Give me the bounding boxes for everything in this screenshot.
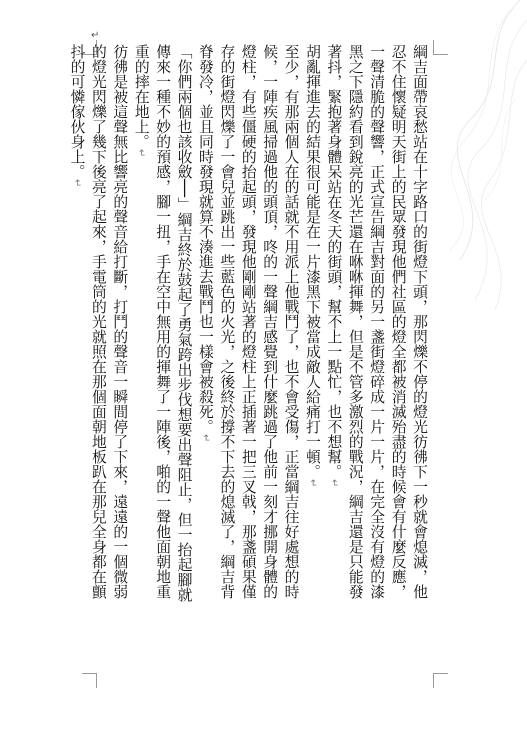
paragraph-mark-icon: ↵: [199, 434, 211, 443]
paragraph: [66, 44, 130, 609]
crop-mark-top-right: [433, 40, 448, 55]
paragraph-mark-icon: ↵: [91, 30, 100, 41]
paragraph-text: 綱吉面帶哀愁站在十字路口的街燈下頭，那閃爍不停的燈光彷彿下一秒就會熄滅，他忍不住懷疑明天街上的民眾發現他們社區的燈全都被消滅殆盡的時候會有什麼反應，一聲清脆的聲響，正式宣告綱吉對面的另一盞街燈碎成一片一片，在完全沒有燈的漆黑之下隱約看到銳亮的光芒還在咻咻揮舞，但是不管多激烈的戰況，綱吉還是只能發著抖，緊抱著身體呆站在冬天的街頭，幫不上一點忙，也不想幫。: [325, 44, 428, 599]
paragraph: [302, 44, 323, 609]
vertical-text-body: [68, 44, 430, 609]
paragraph: [323, 44, 430, 609]
paragraph-text: 胡亂揮進去的結果很可能是在一片漆黑下被當成敵人給痛打一頓。: [303, 44, 321, 479]
paragraph: [130, 44, 194, 609]
paragraph-mark-icon: ↵: [328, 479, 340, 488]
paragraph-text: 彷彿是被這聲無比響亮的聲音給打斷，打鬥的聲音一瞬間停了下來，遠遠的一個微弱的燈光閃爍了幾下後亮了起來，手電筒的光就照在那個面朝地板趴在那兒全身都在顫抖的可憐傢伙身上。: [68, 44, 129, 599]
paragraph-mark-icon: ↵: [306, 479, 318, 488]
paragraph-mark-icon: ↵: [135, 149, 147, 158]
crop-mark-bottom-right: [433, 673, 448, 688]
paragraph: [195, 44, 302, 609]
paragraph-text: 至少，有那兩個人在的話就不用派上他戰鬥了，也不會受傷，正當綱吉往好處想的時候，一陣疾風掃過他的頭頂，咚的一聲綱吉感覺到什麼跳過了他前一刻才挪開身體的燈柱，有些僵硬的抬起頭，發現他剛剛站著的燈柱上正插著一把三叉戟，那盞碩果僅存的街燈閃爍了一會兒並跳出一些藍色的火光，之後終於撐不下去的熄滅了，綱吉背脊發冷，並且同時發現就算不湊進去戰鬥也一樣會被殺死。: [196, 44, 300, 599]
paragraph-text: 「你們兩個也該收斂──」綱吉終於鼓起了勇氣跨出步伐想要出聲阻止，但一抬起腳就傳來一種不妙的預感，腳一扭，手在空中無用的揮舞了一陣後，啪的一聲他面朝地重重的摔在地上。: [132, 44, 193, 603]
paragraph-mark-icon: ↵: [71, 179, 83, 188]
crop-mark-bottom-left: [82, 673, 97, 688]
